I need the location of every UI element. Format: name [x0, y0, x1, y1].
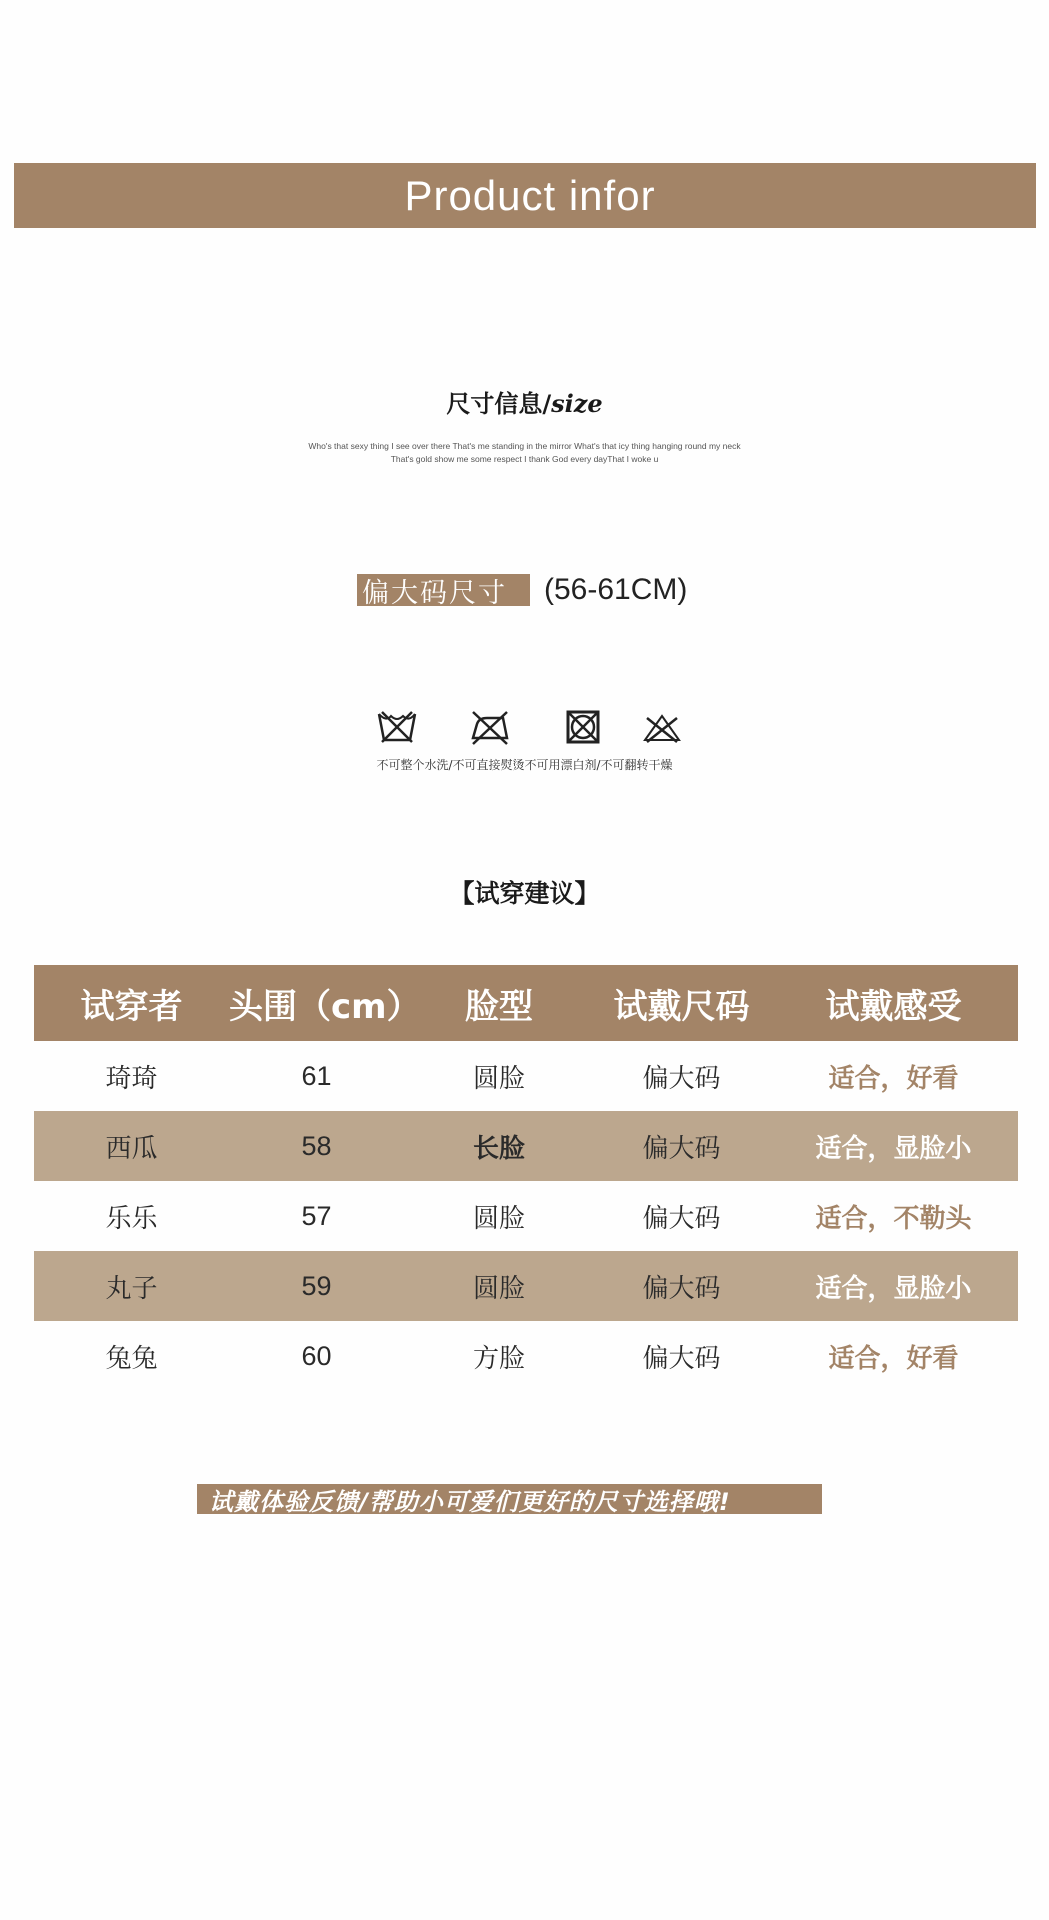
head-circumference: 61: [301, 1060, 332, 1091]
size: 偏大码: [642, 1343, 721, 1374]
wearer-name: 琦琦: [105, 1063, 158, 1094]
feeling: 适合，不勒头: [815, 1203, 972, 1234]
feeling: 适合，好看: [828, 1063, 959, 1094]
size: 偏大码: [642, 1063, 721, 1094]
no-tumble-dry-icon: [641, 708, 683, 746]
size: 偏大码: [642, 1133, 721, 1164]
header-feeling: 试戴感受: [825, 986, 962, 1027]
care-instructions: 不可整个水洗/不可直接熨烫不可用漂白剂/不可翻转干燥: [376, 758, 673, 772]
head-circumference: 60: [301, 1340, 332, 1371]
head-circumference: 57: [301, 1200, 332, 1231]
header-size: 试戴尺码: [613, 986, 750, 1027]
table-row: [34, 1111, 1018, 1181]
table-row: [34, 1041, 1018, 1111]
product-info-banner: [14, 163, 1036, 228]
size-title-en: size: [551, 389, 603, 418]
no-iron-icon: [469, 708, 511, 746]
size: 偏大码: [642, 1203, 721, 1234]
no-wash-icon: [376, 708, 418, 746]
lyrics-line-1: Who's that sexy thing I see over there That's me standing in the mirror What's that icy thing hanging round my neck: [308, 441, 741, 451]
size-range-line: [357, 573, 687, 607]
head-circumference: 58: [301, 1130, 332, 1161]
no-bleach-icon: [562, 708, 604, 746]
wearer-name: 西瓜: [105, 1133, 158, 1164]
size: 偏大码: [642, 1273, 721, 1304]
table-row: [34, 1321, 1018, 1391]
care-icons: [0, 708, 1049, 748]
size-range: (56-61CM): [544, 573, 688, 606]
table-header: [34, 965, 1018, 1041]
wearer-name: 乐乐: [105, 1203, 158, 1234]
table-row: [34, 1181, 1018, 1251]
face-shape: 圆脸: [472, 1203, 525, 1234]
table-row: [34, 1251, 1018, 1321]
banner-title: Product infor: [404, 171, 656, 219]
size-title-cn: 尺寸信息/: [446, 390, 552, 418]
header-wearer: 试穿者: [80, 986, 183, 1027]
decorative-lyrics: [0, 440, 1049, 466]
feeling: 适合，显脸小: [815, 1273, 972, 1304]
wearer-name: 丸子: [105, 1273, 158, 1304]
fitting-advice-title: 【试穿建议】: [449, 879, 600, 908]
header-face-shape: 脸型: [465, 986, 533, 1027]
feeling: 适合，好看: [828, 1343, 959, 1374]
feeling: 适合，显脸小: [815, 1133, 972, 1164]
face-shape: 圆脸: [472, 1273, 525, 1304]
lyrics-line-2: That's gold show me some respect I thank God every dayThat I woke u: [390, 454, 659, 464]
feedback-banner: 试戴体验反馈/帮助小可爱们更好的尺寸选择哦!: [197, 1484, 822, 1514]
face-shape: 圆脸: [472, 1063, 525, 1094]
wearer-name: 兔兔: [105, 1343, 158, 1374]
fitting-table: [34, 965, 1018, 1391]
size-section-title: [0, 384, 1049, 419]
size-tag: 偏大码尺寸: [357, 574, 530, 606]
face-shape: 方脸: [472, 1343, 525, 1374]
header-head-circumference: 头围（cm）: [229, 986, 421, 1027]
head-circumference: 59: [301, 1270, 332, 1301]
face-shape: 长脸: [472, 1133, 525, 1164]
